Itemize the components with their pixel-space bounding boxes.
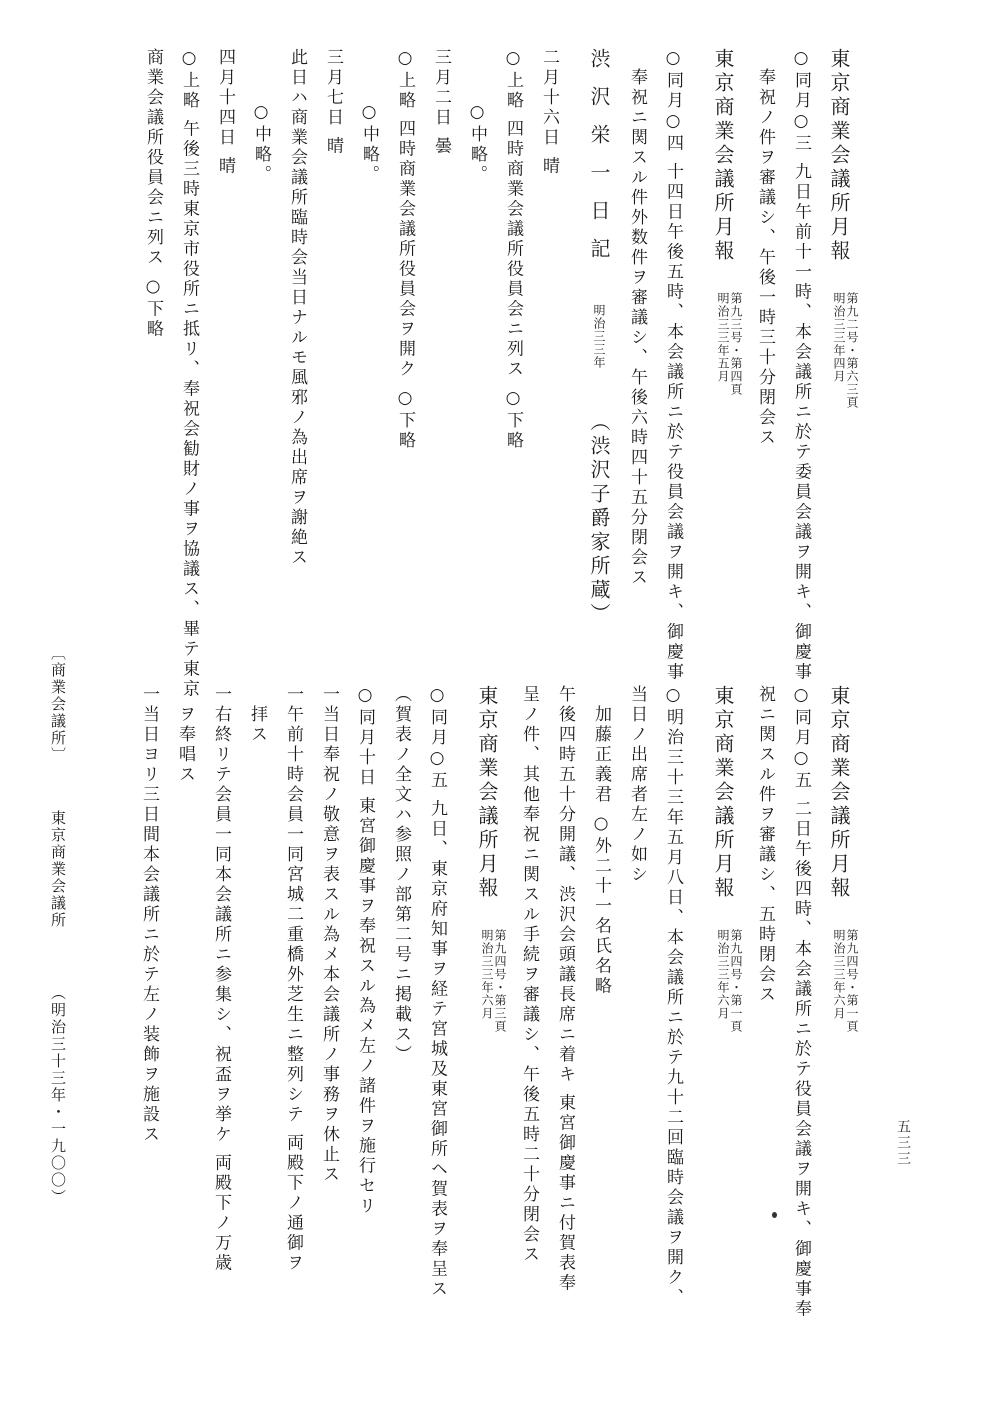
footer-era: （明治三十三年・一九〇〇） — [49, 985, 67, 1206]
heading-shibusawa-diary: 渋沢栄一日記明治三三年（渋沢子爵家所蔵） — [587, 48, 611, 627]
text-column: 奉祝ニ関スル件外数件ヲ審議シ、午後六時四十五分閉会ス — [627, 68, 647, 589]
text-column: ○同月○五 九日、東京府知事ヲ経テ宮城及東宮御所ヘ賀表ヲ奉呈ス — [427, 685, 447, 1300]
text-column: 当日ノ出席者左ノ如シ — [627, 685, 647, 885]
heading-tokyo-chamber-report-92: 東京商業会議所月報 第九二号・第六三頁 明治三三年四月 — [827, 48, 859, 409]
source-note: 第九四号・第三頁 明治三三年六月 — [480, 929, 507, 1033]
page-number: 五三三 — [895, 1119, 911, 1167]
text-column: ○明治三十三年五月八日、本会議所ニ於テ九十二回臨時会議ヲ開ク、 — [663, 685, 683, 1308]
diary-year-note: 明治三三年 — [592, 304, 606, 369]
diary-source-note: （渋沢子爵家所蔵） — [587, 411, 611, 627]
text-column: 此日ハ商業会議所臨時会当日ナルモ風邪ノ為出席ヲ謝絶ス — [287, 48, 307, 568]
text-column: 商業会議所役員会ニ列ス ○下略 — [143, 48, 163, 340]
list-item: 一当日奉祝ノ敬意ヲ表スル為メ本会議所ノ事務ヲ休止ス — [319, 685, 339, 1185]
ink-speck — [772, 1212, 777, 1218]
omission-note: ○中略。 — [467, 102, 487, 186]
source-note: 第九四号・第一頁 明治三三年六月 — [832, 929, 859, 1033]
text-column: 午後四時五十分開議、渋沢会頭議長席ニ着キ 東宮御慶事ニ付賀表奉 — [555, 685, 575, 1294]
list-item-continuation: 拝ス — [247, 705, 267, 746]
text-column: ○同月○五 二日午後四時、本会議所ニ於テ役員会議ヲ開キ、御慶事奉 — [791, 685, 811, 1320]
text-column: 祝ニ関スル件ヲ審議シ、五時閉会ス — [755, 685, 775, 1005]
text-column: （賀表ノ全文ハ参照ノ部第二号ニ掲載ス） — [391, 685, 411, 1065]
text-column: ○上略 午後三時東京市役所ニ抵リ、奉祝会勧財ノ事ヲ協議ス、畢テ東京 — [179, 48, 199, 700]
text-column: ○同月○四 十四日午後五時、本会議所ニ於テ役員会議ヲ開キ、御慶事 — [663, 48, 683, 683]
text-column: ○上略 四時商業会議所役員会ヲ開ク ○下略 — [395, 48, 415, 451]
footer-section-tag: 〔商業会議所〕 — [49, 645, 67, 764]
text-column: ○同月○三 九日午前十一時、本会議所ニ於テ委員会議ヲ開キ、御慶事 — [791, 48, 811, 683]
list-item: 一右終リテ会員一同本会議所ニ参集シ、祝盃ヲ挙ケ 両殿下ノ万歳 — [211, 685, 231, 1274]
omission-note: ○中略。 — [359, 102, 379, 186]
heading-tokyo-chamber-report-94c: 東京商業会議所月報 第九四号・第三頁 明治三三年六月 — [475, 685, 507, 1033]
source-note: 第九四号・第一頁 明治三三年六月 — [716, 929, 743, 1033]
diary-date: 三月七日 晴 — [323, 48, 343, 157]
text-column: 呈ノ件、其他奉祝ニ関スル手続ヲ審議シ、午後五時二十分閉会ス — [519, 685, 539, 1265]
heading-tokyo-chamber-report-93: 東京商業会議所月報 第九三号・第四頁 明治三三年五月 — [711, 48, 743, 396]
diary-date: 四月十四日 晴 — [215, 48, 235, 177]
list-item: 一午前十時会員一同宮城二重橋外芝生ニ整列シテ 両殿下ノ通御ヲ — [283, 685, 303, 1274]
omission-note: ○中略。 — [251, 102, 271, 186]
source-note: 第九三号・第四頁 明治三三年五月 — [716, 292, 743, 396]
diary-date: 三月二日 曇 — [431, 48, 451, 157]
attendee-column: 加藤正義君 ○外二十一名氏名略 — [591, 705, 611, 997]
text-column: 奉祝ノ件ヲ審議シ、午後一時三十分閉会ス — [755, 68, 775, 449]
heading-tokyo-chamber-report-94a: 東京商業会議所月報 第九四号・第一頁 明治三三年六月 — [827, 685, 859, 1033]
list-item: 一当日ヨリ三日間本会議所ニ於テ左ノ装飾ヲ施設ス — [139, 685, 159, 1145]
text-column: ○同月十日 東宮御慶事ヲ奉祝スル為メ左ノ諸件ヲ施行セリ — [355, 685, 375, 1217]
source-note: 第九二号・第六三頁 明治三三年四月 — [832, 292, 859, 409]
bottom-section — [28, 685, 858, 1350]
diary-date: 二月十六日 晴 — [539, 48, 559, 177]
top-section — [28, 48, 859, 700]
heading-tokyo-chamber-report-94b: 東京商業会議所月報 第九四号・第一頁 明治三三年六月 — [711, 685, 743, 1033]
footer-section-title: 東京商業会議所 — [49, 810, 67, 929]
list-item-continuation: ヲ奉唱ス — [175, 705, 195, 786]
text-column: ○上略 四時商業会議所役員会ニ列ス ○下略 — [503, 48, 523, 451]
